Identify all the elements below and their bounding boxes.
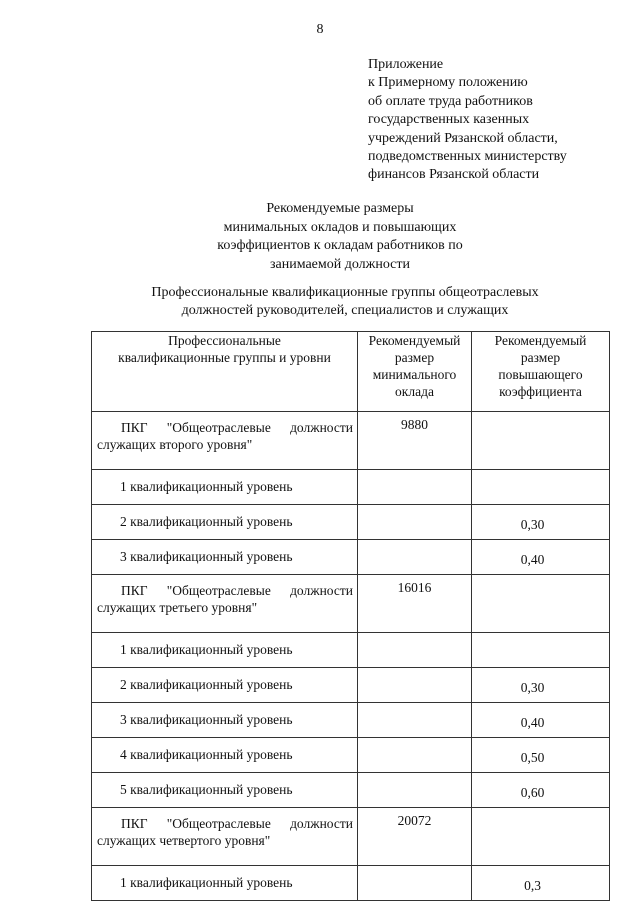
salary-table (91, 331, 610, 901)
group-salary: 20072 (358, 808, 472, 866)
group-coefficient (472, 575, 610, 633)
group-name: ПКГ "Общеотраслевые должности служащих третьего уровня" (92, 575, 358, 633)
table-row-group (92, 412, 610, 470)
heading-line: Рекомендуемые размеры (266, 201, 414, 216)
group-salary: 16016 (358, 575, 472, 633)
level-name: 1 квалификационный уровень (92, 866, 358, 901)
table-row-level (92, 738, 610, 773)
subheading-line: Профессиональные квалификационные группы общеотраслевых (151, 285, 539, 300)
heading-line: коэффициентов к окладам работников по (217, 238, 463, 253)
level-salary (358, 633, 472, 668)
level-coefficient (472, 633, 610, 668)
table-row-group (92, 575, 610, 633)
document-heading (190, 200, 490, 274)
level-salary (358, 738, 472, 773)
heading-line: минимальных окладов и повышающих (223, 219, 457, 235)
header-min-salary: Рекомендуемый размер минимального оклада (358, 332, 472, 412)
table-row-level (92, 703, 610, 738)
subheading-line: должностей руководителей, специалистов и служащих (181, 303, 509, 318)
table-row-level (92, 633, 610, 668)
appendix-line: к Примерному положению (368, 75, 528, 91)
level-salary (358, 668, 472, 703)
level-coefficient: 0,40 (472, 703, 610, 738)
level-salary (358, 866, 472, 901)
level-salary (358, 540, 472, 575)
appendix-line: государственных казенных (368, 112, 530, 128)
level-name: 3 квалификационный уровень (92, 703, 358, 738)
page-number: 8 (316, 22, 324, 37)
level-name: 5 квалификационный уровень (92, 773, 358, 808)
header-qualification-groups: Профессиональные квалификационные группы и уровни (92, 332, 358, 412)
appendix-line: учреждений Рязанской области, (368, 130, 558, 146)
level-coefficient: 0,40 (472, 540, 610, 575)
header-coefficient: Рекомендуемый размер повышающего коэффициента (472, 332, 610, 412)
level-salary (358, 505, 472, 540)
level-name: 2 квалификационный уровень (92, 505, 358, 540)
group-salary: 9880 (358, 412, 472, 470)
table-row-level (92, 668, 610, 703)
heading-line: занимаемой должности (269, 256, 411, 272)
table-row-level (92, 773, 610, 808)
level-name: 4 квалификационный уровень (92, 738, 358, 773)
level-name: 1 квалификационный уровень (92, 633, 358, 668)
appendix-line: Приложение (368, 57, 444, 72)
appendix-line: финансов Рязанской области (368, 167, 540, 183)
table-row-group (92, 808, 610, 866)
level-coefficient: 0,3 (472, 866, 610, 901)
appendix-block (368, 56, 628, 185)
group-coefficient (472, 412, 610, 470)
group-name: ПКГ "Общеотраслевые должности служащих четвертого уровня" (92, 808, 358, 866)
level-name: 1 квалификационный уровень (92, 470, 358, 505)
table-row-level (92, 505, 610, 540)
level-name: 3 квалификационный уровень (92, 540, 358, 575)
level-coefficient: 0,30 (472, 505, 610, 540)
table-header-row (92, 332, 610, 412)
level-salary (358, 773, 472, 808)
table-row-level (92, 470, 610, 505)
table-row-level (92, 540, 610, 575)
level-coefficient: 0,50 (472, 738, 610, 773)
table-row-level (92, 866, 610, 901)
group-coefficient (472, 808, 610, 866)
level-coefficient (472, 470, 610, 505)
level-name: 2 квалификационный уровень (92, 668, 358, 703)
section-subheading (120, 284, 570, 320)
level-salary (358, 470, 472, 505)
appendix-line: подведомственных министерству (368, 149, 567, 165)
group-name: ПКГ "Общеотраслевые должности служащих второго уровня" (92, 412, 358, 470)
level-coefficient: 0,60 (472, 773, 610, 808)
level-coefficient: 0,30 (472, 668, 610, 703)
level-salary (358, 703, 472, 738)
appendix-line: об оплате труда работников (368, 93, 533, 109)
